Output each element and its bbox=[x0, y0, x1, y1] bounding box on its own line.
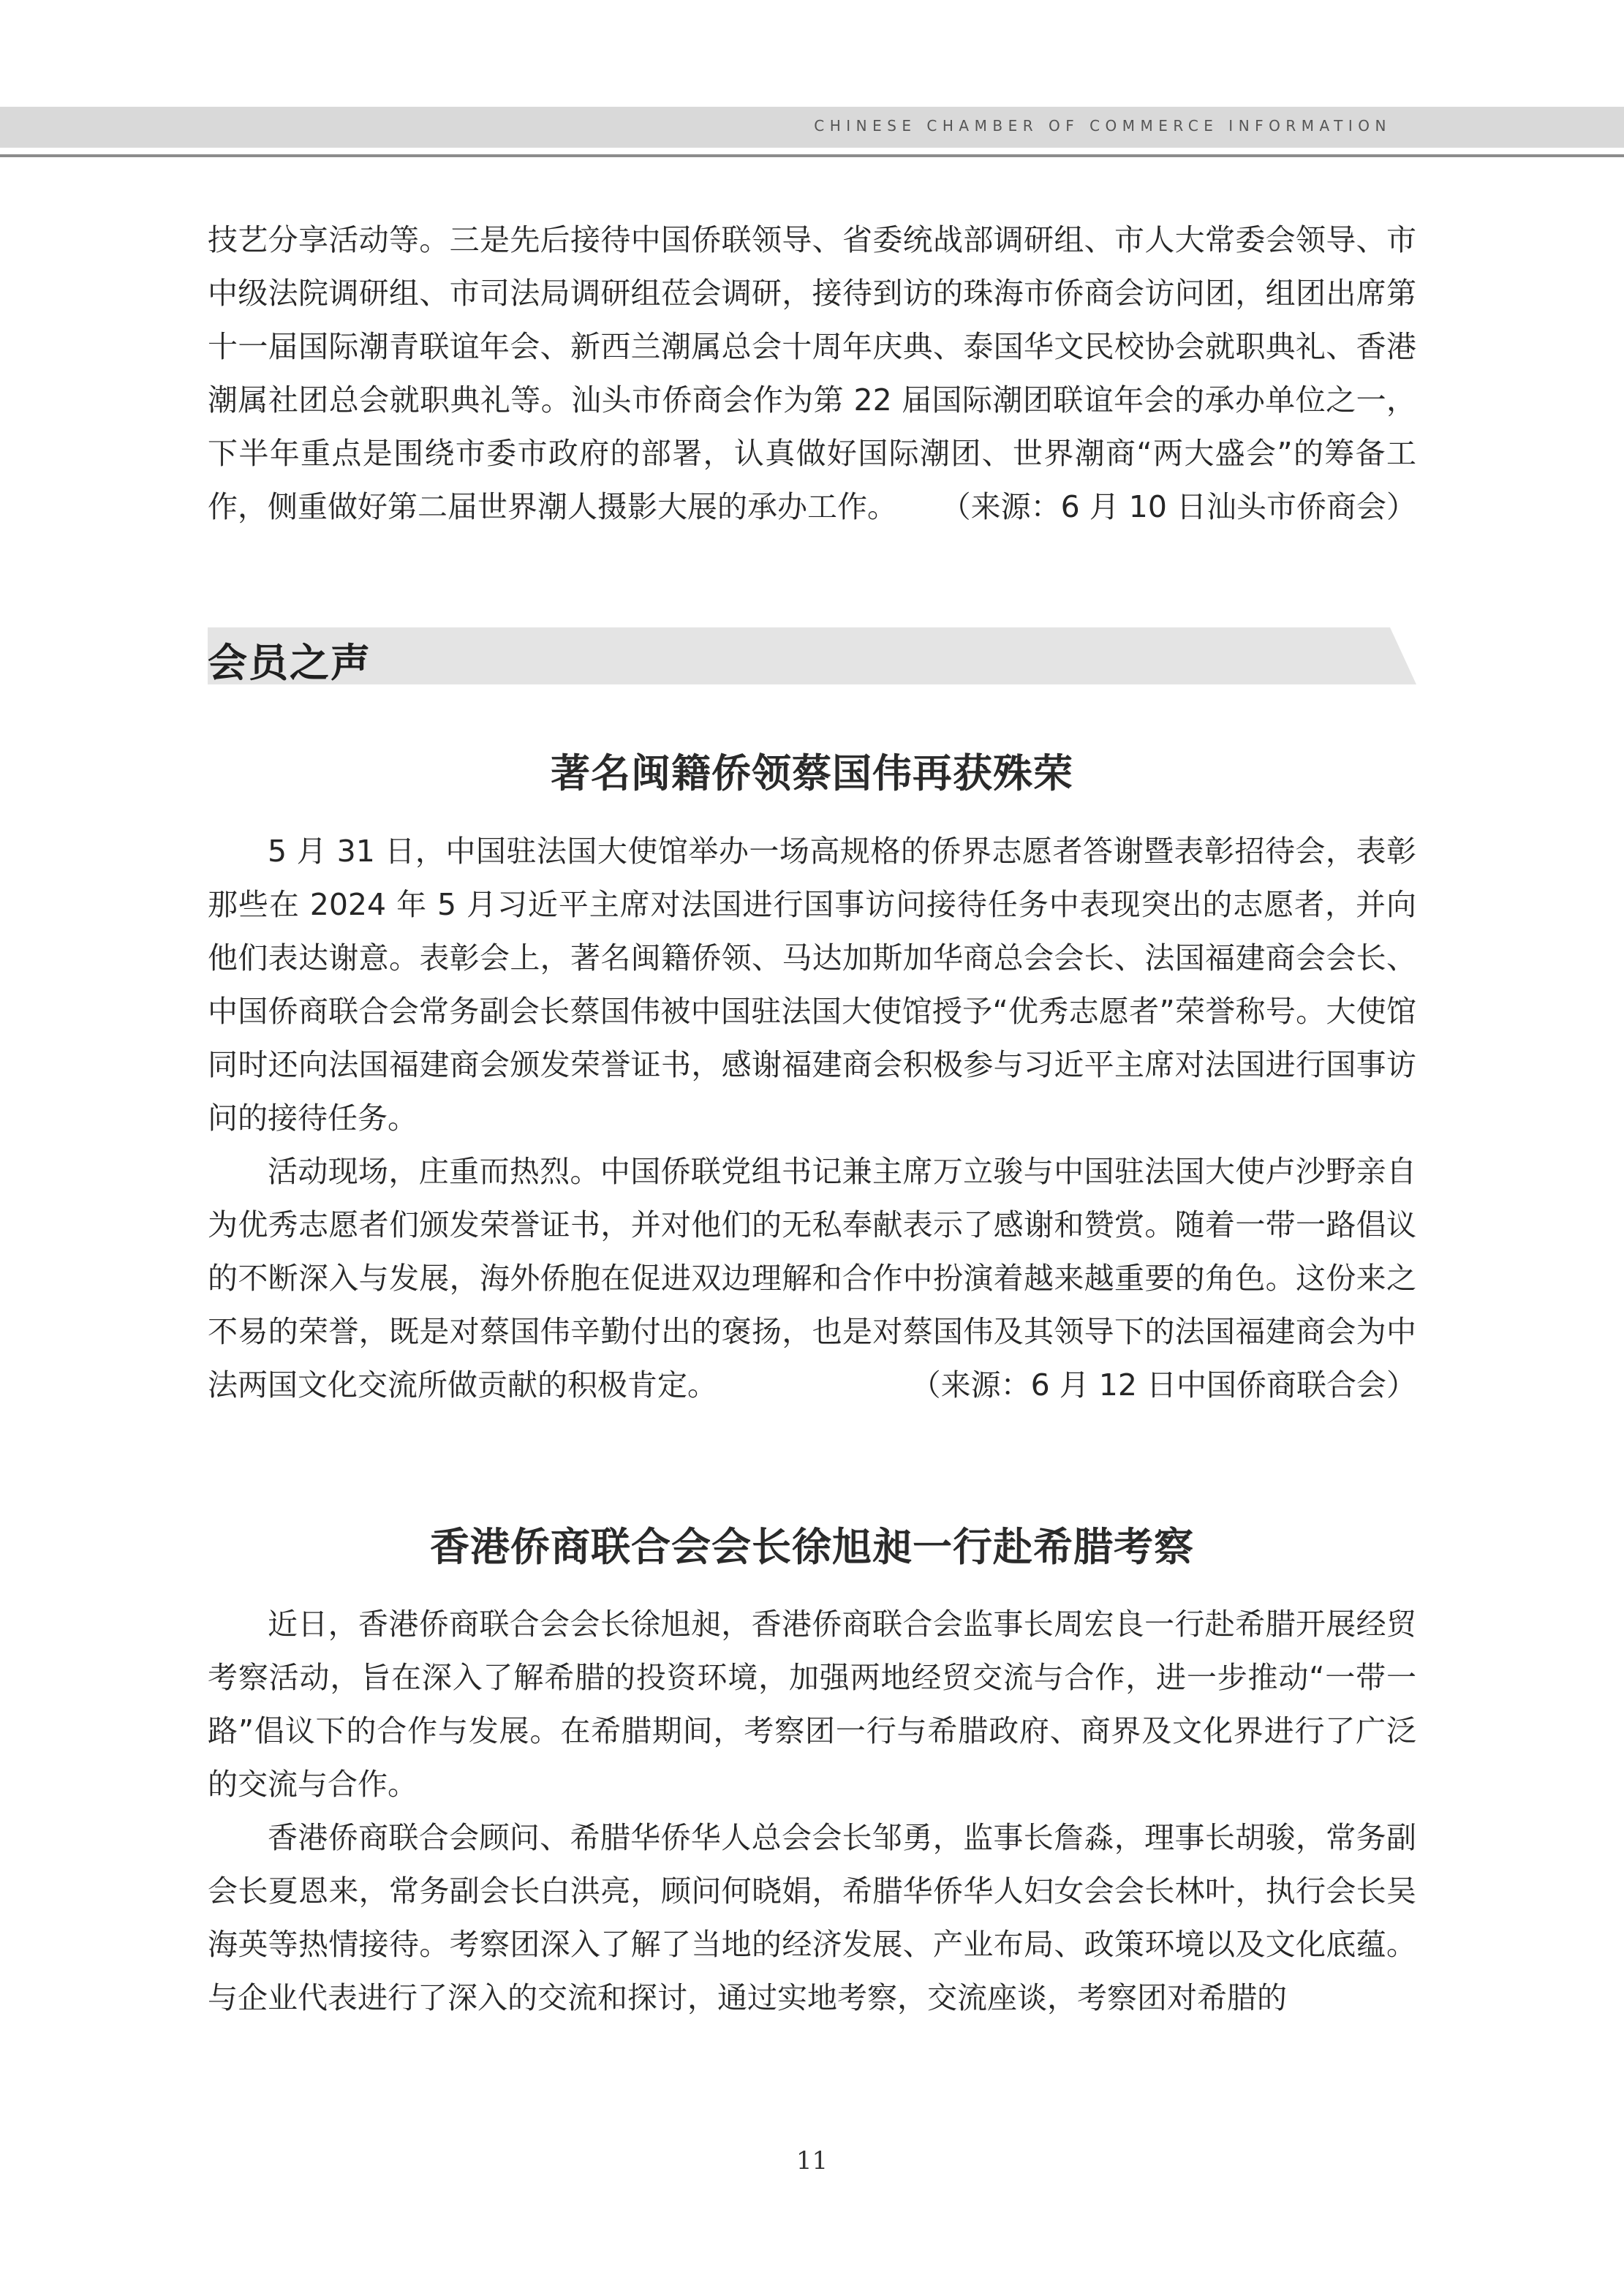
intro-block bbox=[208, 214, 1416, 534]
header-rule bbox=[0, 154, 1624, 157]
page-number: 11 bbox=[796, 2146, 828, 2175]
article2-headline: 香港侨商联合会会长徐旭昶一行赴希腊考察 bbox=[430, 1524, 1194, 1570]
article1-paragraph-1: 5 月 31 日，中国驻法国大使馆举办一场高规格的侨界志愿者答谢暨表彰招待会，表彰那些在 2024 年 5 月习近平主席对法国进行国事访问接待任务中表现突出的志愿者，并向他们表达谢意。表彰会上，著名闽籍侨领、马达加斯加华商总会会长、法国福建商会会长、中国侨商联合会常务副会长蔡国伟被中国驻法国大使馆授予“优秀志愿者”荣誉称号。大使馆同时还向法国福建商会颁发荣誉证书，感谢福建商会积极参与习近平主席对法国进行国事访问的接待任务。 bbox=[208, 834, 1416, 1136]
article2-paragraph-1: 近日，香港侨商联合会会长徐旭昶，香港侨商联合会监事长周宏良一行赴希腊开展经贸考察活动，旨在深入了解希腊的投资环境，加强两地经贸交流与合作，进一步推动“一带一路”倡议下的合作与发展。在希腊期间，考察团一行与希腊政府、商界及文化界进行了广泛的交流与合作。 bbox=[208, 1607, 1416, 1802]
article1-paragraph-2-text: 活动现场，庄重而热烈。中国侨联党组书记兼主席万立骏与中国驻法国大使卢沙野亲自为优秀志愿者们颁发荣誉证书，并对他们的无私奉献表示了感谢和赞赏。随着一带一路倡议的不断深入与发展，海外侨胞在促进双边理解和合作中扮演着越来越重要的角色。这份来之不易的荣誉，既是对蔡国伟辛勤付出的褒扬，也是对蔡国伟及其领导下的法国福建商会为中法两国文化交流所做贡献的积极肯定。 bbox=[208, 1154, 1416, 1403]
section-banner bbox=[208, 627, 1416, 684]
article1-source: （来源：6 月 12 日中国侨商联合会） bbox=[910, 1367, 1416, 1403]
article1-paragraph-2 bbox=[208, 1145, 1416, 1412]
article1-body bbox=[208, 825, 1416, 1412]
running-title: CHINESE CHAMBER OF COMMERCE INFORMATION bbox=[814, 117, 1391, 135]
intro-paragraph-text: 技艺分享活动等。三是先后接待中国侨联领导、省委统战部调研组、市人大常委会领导、市中级法院调研组、市司法局调研组莅会调研，接待到访的珠海市侨商会访问团，组团出席第十一届国际潮青联谊年会、新西兰潮属总会十周年庆典、泰国华文民校协会就职典礼、香港潮属社团总会就职典礼等。汕头市侨商会作为第 22 届国际潮团联谊年会的承办单位之一，下半年重点是围绕市委市政府的部署，认真做好国际潮团、世界潮商“两大盛会”的筹备工作，侧重做好第二届世界潮人摄影大展的承办工作。 bbox=[208, 222, 1416, 524]
article1-headline: 著名闽籍侨领蔡国伟再获殊荣 bbox=[551, 750, 1073, 796]
intro-paragraph bbox=[208, 214, 1416, 534]
article2-paragraph-2: 香港侨商联合会顾问、希腊华侨华人总会会长邹勇，监事长詹淼，理事长胡骏，常务副会长夏恩来，常务副会长白洪亮，顾问何晓娟，希腊华侨华人妇女会会长林叶，执行会长吴海英等热情接待。考察团深入了解了当地的经济发展、产业布局、政策环境以及文化底蕴。与企业代表进行了深入的交流和探讨，通过实地考察，交流座谈，考察团对希腊的 bbox=[208, 1820, 1416, 2015]
article2-body bbox=[208, 1598, 1416, 2025]
intro-source: （来源：6 月 10 日汕头市侨商会） bbox=[940, 489, 1416, 524]
section-title: 会员之声 bbox=[208, 639, 371, 686]
